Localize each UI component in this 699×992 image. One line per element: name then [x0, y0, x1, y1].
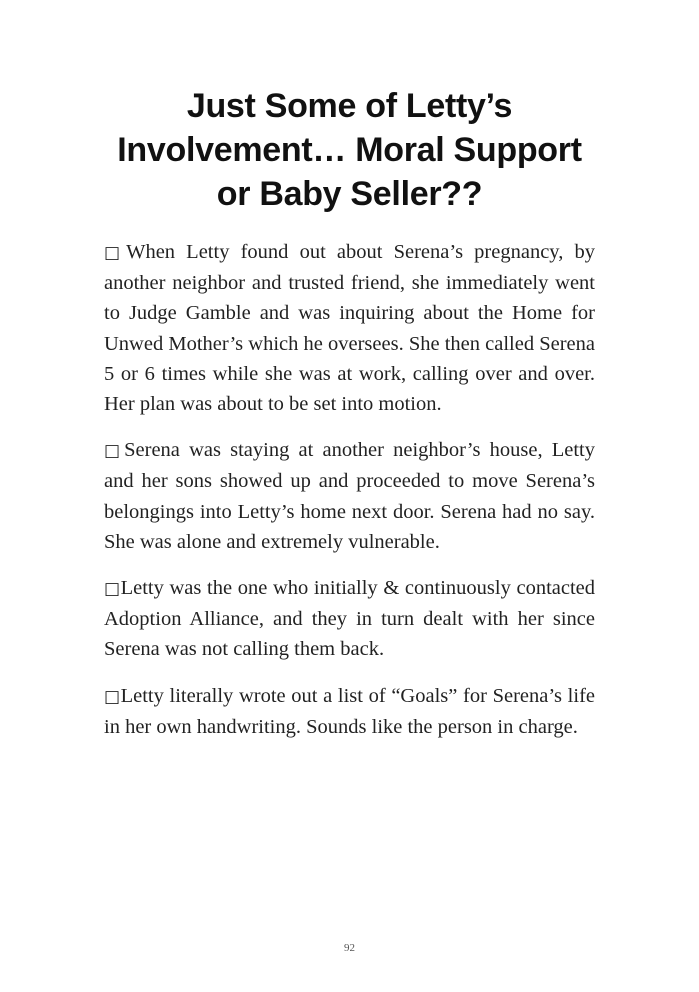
title-line-3: or Baby Seller?? — [216, 175, 483, 213]
paragraph-belongings — [104, 435, 595, 557]
paragraph-judge-gamble — [104, 237, 595, 419]
paragraph-text: Letty was the one who initially & continuously contacted Adoption Alliance, and they in turn dealt with her since Serena was not calling them back. — [104, 577, 596, 661]
paragraph-text: When Letty found out about Serena’s pregnancy, by another neighbor and trusted friend, she immediately went to Judge Gamble and was inquiring about the Home for Unwed Mother’s which he oversees. She then called Serena 5 or 6 times while she was at work, calling over and over. Her plan was about to be set into motion. — [104, 241, 595, 416]
paragraph-adoption-alliance — [104, 573, 595, 665]
paragraph-goals-list — [104, 681, 595, 742]
page-title — [80, 84, 619, 216]
checkbox-bullet-icon: □ — [104, 441, 125, 462]
checkbox-bullet-icon: □ — [104, 243, 127, 263]
title-line-1: Just Some of Letty’s — [186, 87, 513, 125]
paragraph-text: Letty literally wrote out a list of “Goals” for Serena’s life in her own handwriting. Sounds like the person in charge. — [104, 684, 596, 738]
checkbox-bullet-icon: □ — [104, 686, 121, 707]
checkbox-bullet-icon: □ — [104, 579, 121, 600]
paragraph-text: Serena was staying at another neighbor’s house, Letty and her sons showed up and proceeded to move Serena’s belongings into Letty’s home next door. Serena had no say. She was alone and extremely vulnerable. — [104, 439, 595, 553]
title-line-2: Involvement… Moral Support — [117, 131, 582, 169]
page-number: 92 — [344, 942, 355, 954]
body-text — [104, 237, 595, 758]
